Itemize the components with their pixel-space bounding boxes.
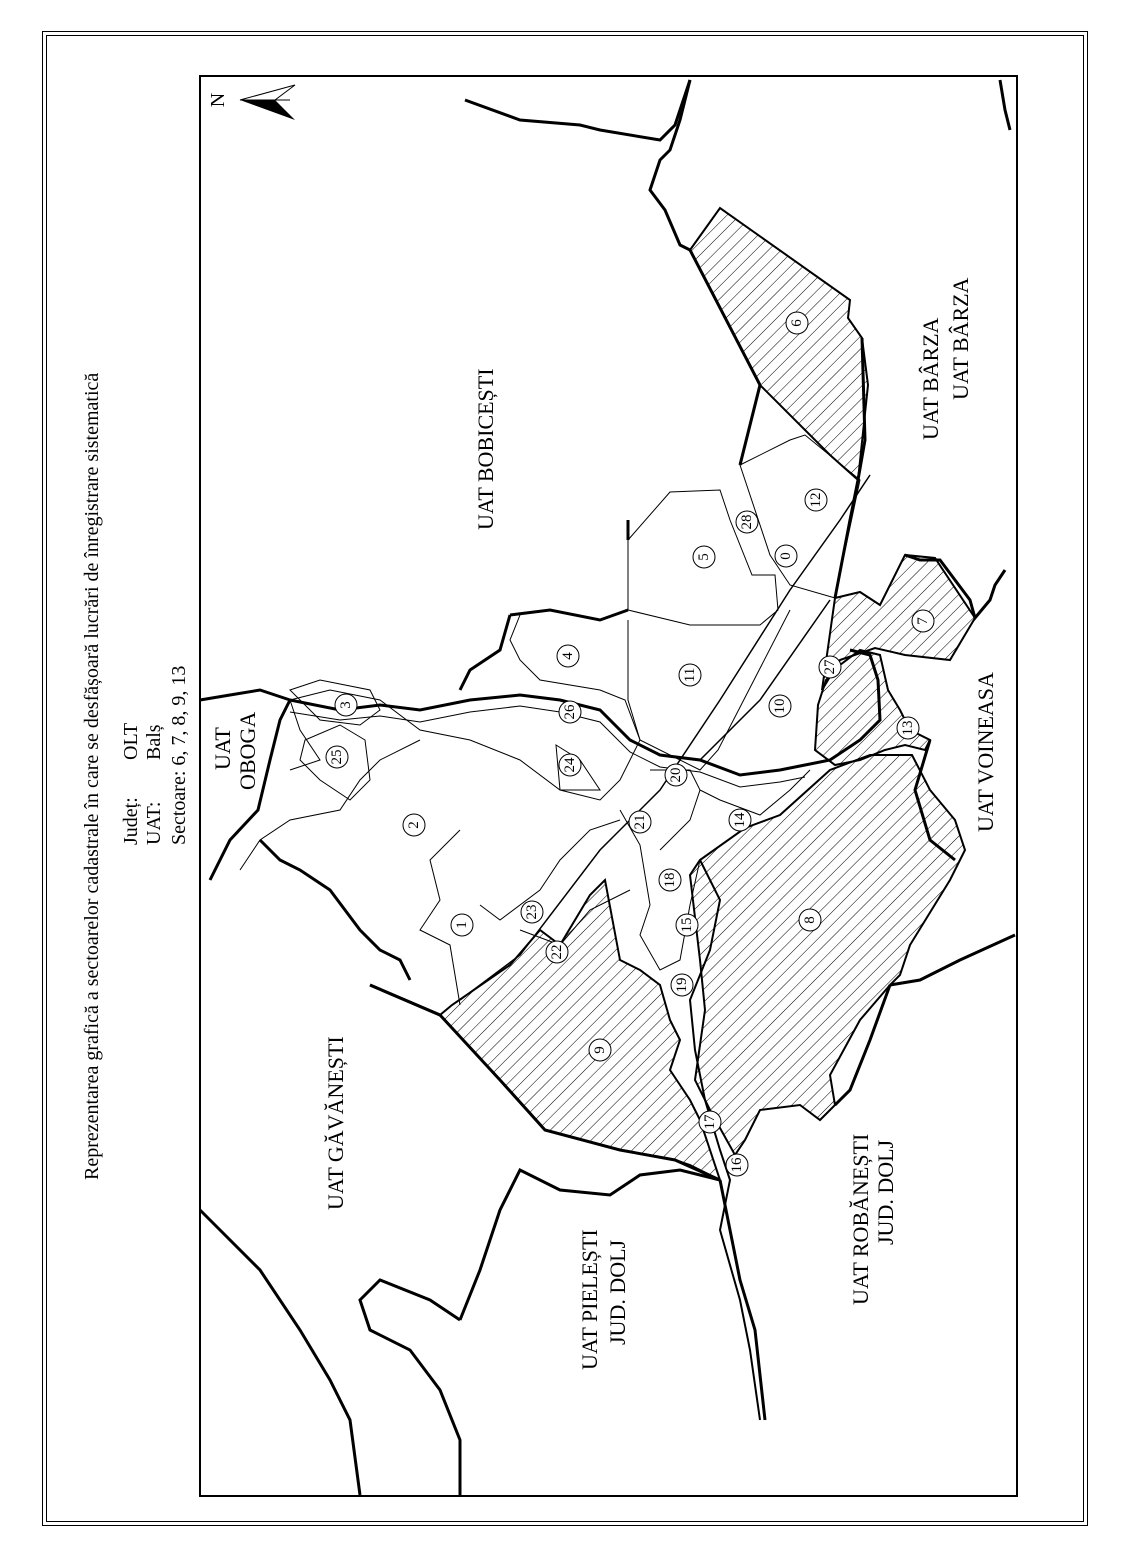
map-title: Reprezentarea grafică a sectoarelor cadastrale în care se desfășoară lucrări de înregistrare sistematică [81, 372, 103, 1180]
svg-text:16: 16 [729, 1157, 745, 1173]
sector-27-marker [819, 656, 841, 678]
judet-value: OLT [120, 722, 142, 760]
uat-oboga-label-2: OBOGA [235, 711, 260, 790]
sector-11-marker [679, 664, 701, 686]
svg-text:22: 22 [549, 944, 565, 960]
svg-text:26: 26 [562, 704, 578, 720]
svg-text:23: 23 [524, 904, 540, 920]
sector-14-marker [729, 809, 751, 831]
svg-text:11: 11 [682, 667, 698, 683]
sector-7-marker [912, 610, 934, 632]
sector-15-marker [676, 914, 698, 936]
svg-text:21: 21 [632, 814, 648, 830]
sector-2-marker [403, 814, 425, 836]
svg-text:1: 1 [454, 921, 470, 929]
svg-text:0: 0 [778, 552, 794, 560]
sector-1-marker [451, 914, 473, 936]
uat-bobicesti-label: UAT BOBICEȘTI [473, 368, 498, 530]
sector-6-area [690, 208, 868, 480]
sector-4-marker [557, 645, 579, 667]
sector-28-marker [736, 511, 758, 533]
uat-robanesti-county: JUD. DOLJ [873, 1139, 898, 1245]
svg-text:13: 13 [900, 720, 916, 736]
uat-pielesti-label: UAT PIELEȘTI [577, 1229, 602, 1370]
sector-19-marker [671, 974, 693, 996]
uat-value: Balș [143, 724, 165, 760]
judet-label: Județ: [120, 797, 142, 845]
svg-text:24: 24 [562, 757, 578, 773]
sector-22-marker [546, 941, 568, 963]
svg-text:17: 17 [702, 1114, 718, 1130]
sector-10-marker [769, 695, 791, 717]
svg-text:25: 25 [329, 749, 345, 765]
svg-text:3: 3 [338, 701, 354, 709]
svg-text:20: 20 [668, 767, 684, 783]
sectoare-list: Sectoare: 6, 7, 8, 9, 13 [168, 665, 190, 845]
sector-12-marker [805, 489, 827, 511]
sector-6-marker [786, 312, 808, 334]
svg-text:7: 7 [915, 617, 931, 625]
svg-text:19: 19 [674, 977, 690, 993]
sector-5-marker [693, 546, 715, 568]
svg-text:18: 18 [662, 872, 678, 888]
svg-text:10: 10 [772, 698, 788, 714]
sector-0-marker [775, 545, 797, 567]
uat-robanesti-label: UAT ROBĂNEȘTI [848, 1133, 873, 1305]
north-label: N [207, 92, 229, 108]
sector-3-marker [335, 694, 357, 716]
sector-9-marker [589, 1039, 611, 1061]
uat-voineasa-label: UAT VOINEASA [973, 672, 998, 832]
sector-8-marker [799, 909, 821, 931]
svg-text:9: 9 [592, 1046, 608, 1054]
svg-text:8: 8 [802, 916, 818, 924]
uat-label: UAT: [143, 801, 165, 845]
svg-text:12: 12 [808, 492, 824, 508]
sector-18-marker [659, 869, 681, 891]
sector-17-marker [699, 1111, 721, 1133]
svg-text:15: 15 [679, 917, 695, 933]
uat-gavanesti-label: UAT GĂVĂNEȘTI [323, 1036, 348, 1210]
north-arrow-icon [240, 85, 295, 120]
uat-pielesti-county: JUD. DOLJ [605, 1239, 630, 1345]
svg-text:27: 27 [822, 659, 838, 675]
svg-text:28: 28 [739, 514, 755, 530]
sector-26-marker [559, 701, 581, 723]
sector-20-marker [665, 764, 687, 786]
uat-oboga-label-1: UAT [210, 727, 235, 770]
svg-text:14: 14 [732, 812, 748, 828]
sector-21-marker [629, 811, 651, 833]
sector-13-marker [897, 717, 919, 739]
svg-text:5: 5 [696, 553, 712, 561]
svg-text:4: 4 [560, 652, 576, 660]
sector-25-marker [326, 746, 348, 768]
uat-barza-label-2: UAT BÂRZA [948, 277, 973, 400]
sector-23-marker [521, 901, 543, 923]
svg-text:6: 6 [789, 319, 805, 327]
svg-text:2: 2 [406, 821, 422, 829]
uat-barza-label-1: UAT BÂRZA [918, 317, 943, 440]
sector-24-marker [559, 754, 581, 776]
sector-16-marker [726, 1154, 748, 1176]
